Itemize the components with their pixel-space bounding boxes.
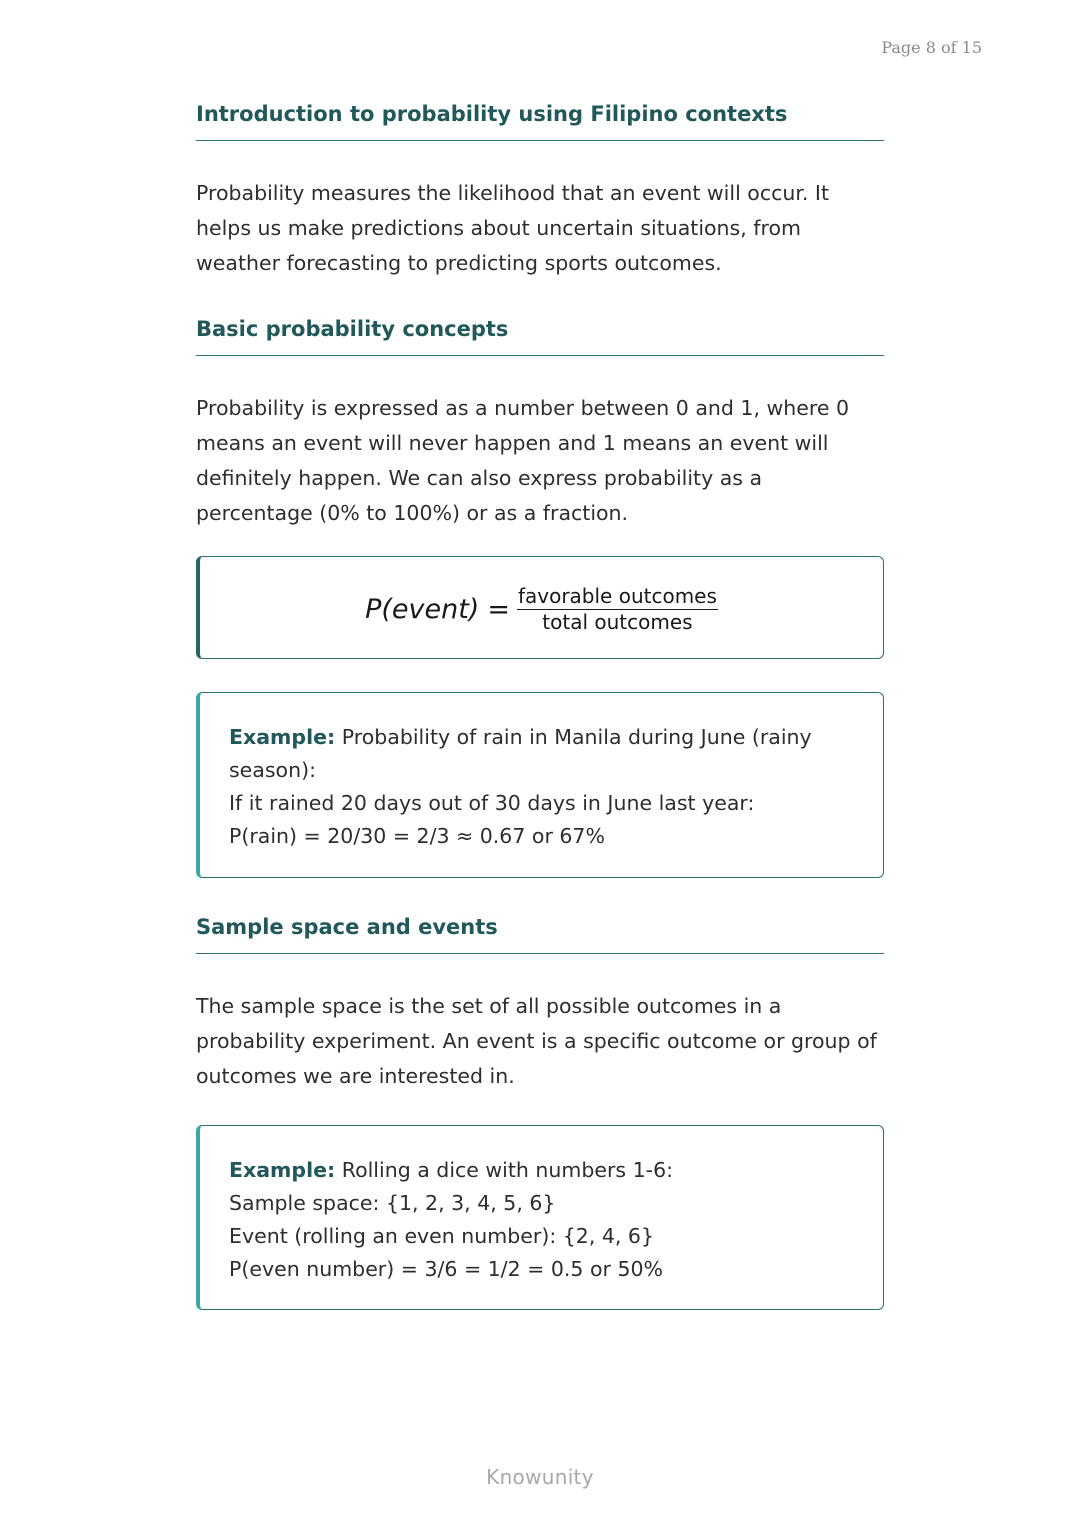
section-heading-sample-space: Sample space and events xyxy=(196,914,884,954)
section-heading-basic: Basic probability concepts xyxy=(196,316,884,356)
footer-brand: Knowunity xyxy=(486,1465,594,1489)
formula-box xyxy=(196,556,884,659)
page-number: Page 8 of 15 xyxy=(881,38,982,57)
formula-numerator: favorable outcomes xyxy=(517,584,717,608)
example-rain-given: If it rained 20 days out of 30 days in June last year: xyxy=(229,791,755,815)
formula-fraction xyxy=(517,584,718,634)
probability-formula xyxy=(200,584,883,634)
formula-denominator: total outcomes xyxy=(542,610,693,634)
example-box-rain xyxy=(196,692,884,878)
example-dice-title: Rolling a dice with numbers 1-6: xyxy=(335,1158,674,1182)
example-dice-event: Event (rolling an even number): {2, 4, 6} xyxy=(229,1224,655,1248)
section-heading-intro: Introduction to probability using Filipino contexts xyxy=(196,101,884,141)
example-box-dice xyxy=(196,1125,884,1310)
intro-paragraph: Probability measures the likelihood that an event will occur. It helps us make predictions about uncertain situations, from weather forecasting to predicting sports outcomes. xyxy=(196,181,830,275)
example-label: Example: xyxy=(229,725,336,749)
formula-equals: = xyxy=(487,593,510,625)
formula-lhs: P(event) xyxy=(365,593,480,625)
sample-space-paragraph: The sample space is the set of all possible outcomes in a probability experiment. An event is a specific outcome or group of outcomes we are interested in. xyxy=(196,994,877,1088)
example-rain-intro xyxy=(229,721,857,787)
example-rain-title: Probability of rain in Manila during June (rainy season): xyxy=(229,725,812,782)
example-rain-result: P(rain) = 20/30 = 2/3 ≈ 0.67 or 67% xyxy=(229,824,605,848)
example-dice-intro xyxy=(229,1154,857,1187)
example-label: Example: xyxy=(229,1158,336,1182)
basic-paragraph: Probability is expressed as a number between 0 and 1, where 0 means an event will never happen and 1 means an event will definitely happen. We can also express probability as a percentage (0% to 100%) or as a fraction. xyxy=(196,396,850,525)
example-dice-result: P(even number) = 3/6 = 1/2 = 0.5 or 50% xyxy=(229,1257,664,1281)
example-dice-sample-space: Sample space: {1, 2, 3, 4, 5, 6} xyxy=(229,1191,556,1215)
